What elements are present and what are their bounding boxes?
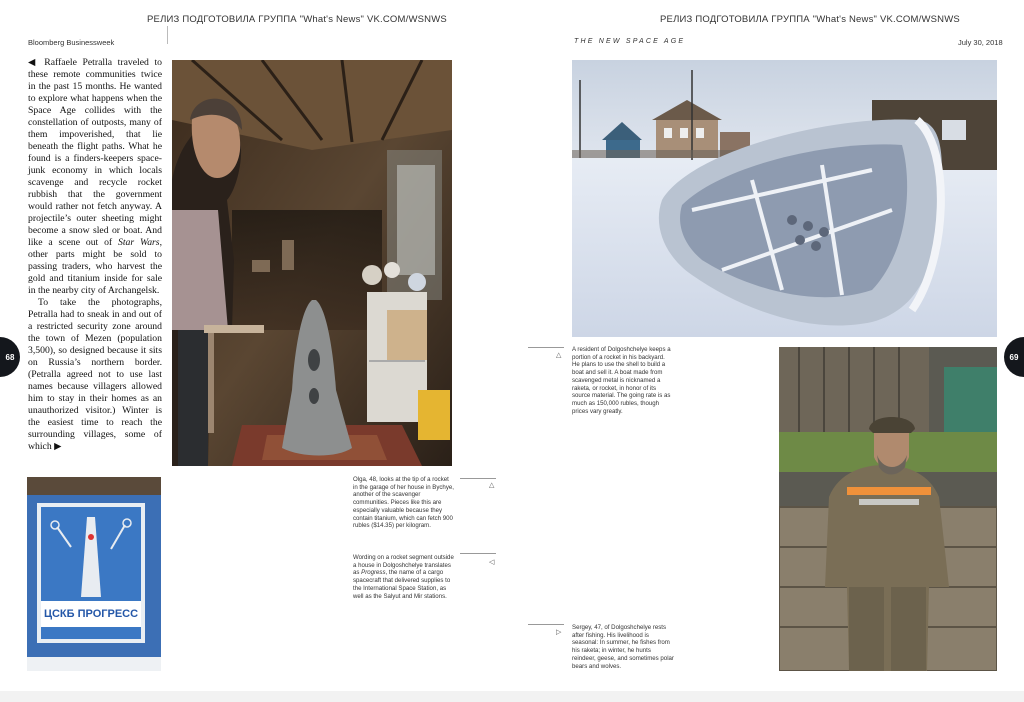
caption-rule	[460, 478, 496, 479]
continue-arrow-icon: ▶	[51, 441, 62, 452]
photo-sergey	[779, 347, 997, 671]
publication-name: Bloomberg Businessweek	[28, 38, 115, 47]
triangle-up-icon: △	[489, 482, 495, 489]
sign-lettering: ЦСКБ ПРОГРЕСС	[43, 608, 139, 620]
page-bottom-strip	[0, 691, 1024, 702]
section-title: THE NEW SPACE AGE	[574, 38, 686, 45]
caption-rule	[528, 624, 564, 625]
release-note-right: РЕЛИЗ ПОДГОТОВИЛА ГРУППА "What's News" VK.COM/WSNWS	[660, 14, 960, 25]
article-body	[28, 57, 162, 453]
caption-sergey: Sergey, 47, of Dolgoshchelye rests after fishing. His livelihood is seasonal: In summer, he fishes from his raketa; in winter, he hunts reindeer, geese, and sometimes polar bears and wolves.	[572, 624, 674, 670]
photo-olga-garage	[172, 60, 452, 466]
page-number-right: 69	[1004, 337, 1024, 377]
caption-resident: A resident of Dolgoshchelye keeps a portion of a rocket in his backyard. He plans to use the shell to build a boat and sell it. A boat made from scavenged metal is nicknamed a raketa, or rocket, in honor of its source material. The going rate is as much as 150,000 rubles, though prices vary greatly.	[572, 346, 671, 415]
article-paragraph-2: To take the photographs, Petralla had to sneak in and out of a restricted security zone around the town of Mezen (population 3,500), so designed because it sits on Russia’s northern border. (Petralla agreed not to use last names because villagers allowed him to stay in their homes as an unauthorized visitor.) Winter is the easiest time to reach the surrounding villages, some of which ▶	[28, 297, 162, 452]
issue-date: July 30, 2018	[958, 38, 1003, 47]
triangle-right-icon: ▷	[556, 629, 562, 636]
release-note-left: РЕЛИЗ ПОДГОТОВИЛА ГРУППА "What's News" VK.COM/WSNWS	[147, 14, 447, 25]
photo-rocket-snow	[572, 60, 997, 337]
triangle-up-icon: △	[556, 352, 562, 359]
page-number-left: 68	[0, 337, 20, 377]
photo-progress-sign	[27, 477, 161, 671]
article-paragraph-1: ◀ Raffaele Petralla traveled to these remote communities twice in the past 15 months. He wanted to explore what happens when the Space Age collides with the constellation of outposts, many of them impoverished, that lie beneath the flight paths. What he found is a finders-keepers space-junk economy in which locals scavenge and recycle rocket rubbish that the government would rather not fetch anyway. A projectile’s outer sheeting might become a snow sled or boat. And like a scene out of Star Wars, other parts might be sold to passing traders, who harvest the gold and titanium inside for sale in the nearby city of Archangelsk.	[28, 57, 163, 296]
caption-wording: Wording on a rocket segment outside a house in Dolgoshchelye translates as Progress, the name of a cargo spacecraft that delivered supplies to the International Space Station, as well as the Salyut and Mir stations.	[353, 554, 454, 600]
continued-from-icon: ◀	[28, 57, 39, 68]
header-divider	[167, 26, 168, 44]
caption-rule	[528, 347, 564, 348]
caption-rule	[460, 553, 496, 554]
triangle-left-icon: ◁	[489, 559, 495, 566]
caption-olga: Olga, 48, looks at the tip of a rocket in the garage of her house in Bychye, another of the scavenger communities. Pieces like this are especially valuable because they contain titanium, which can fetch 900 rubles ($14.35) per kilogram.	[353, 476, 454, 530]
